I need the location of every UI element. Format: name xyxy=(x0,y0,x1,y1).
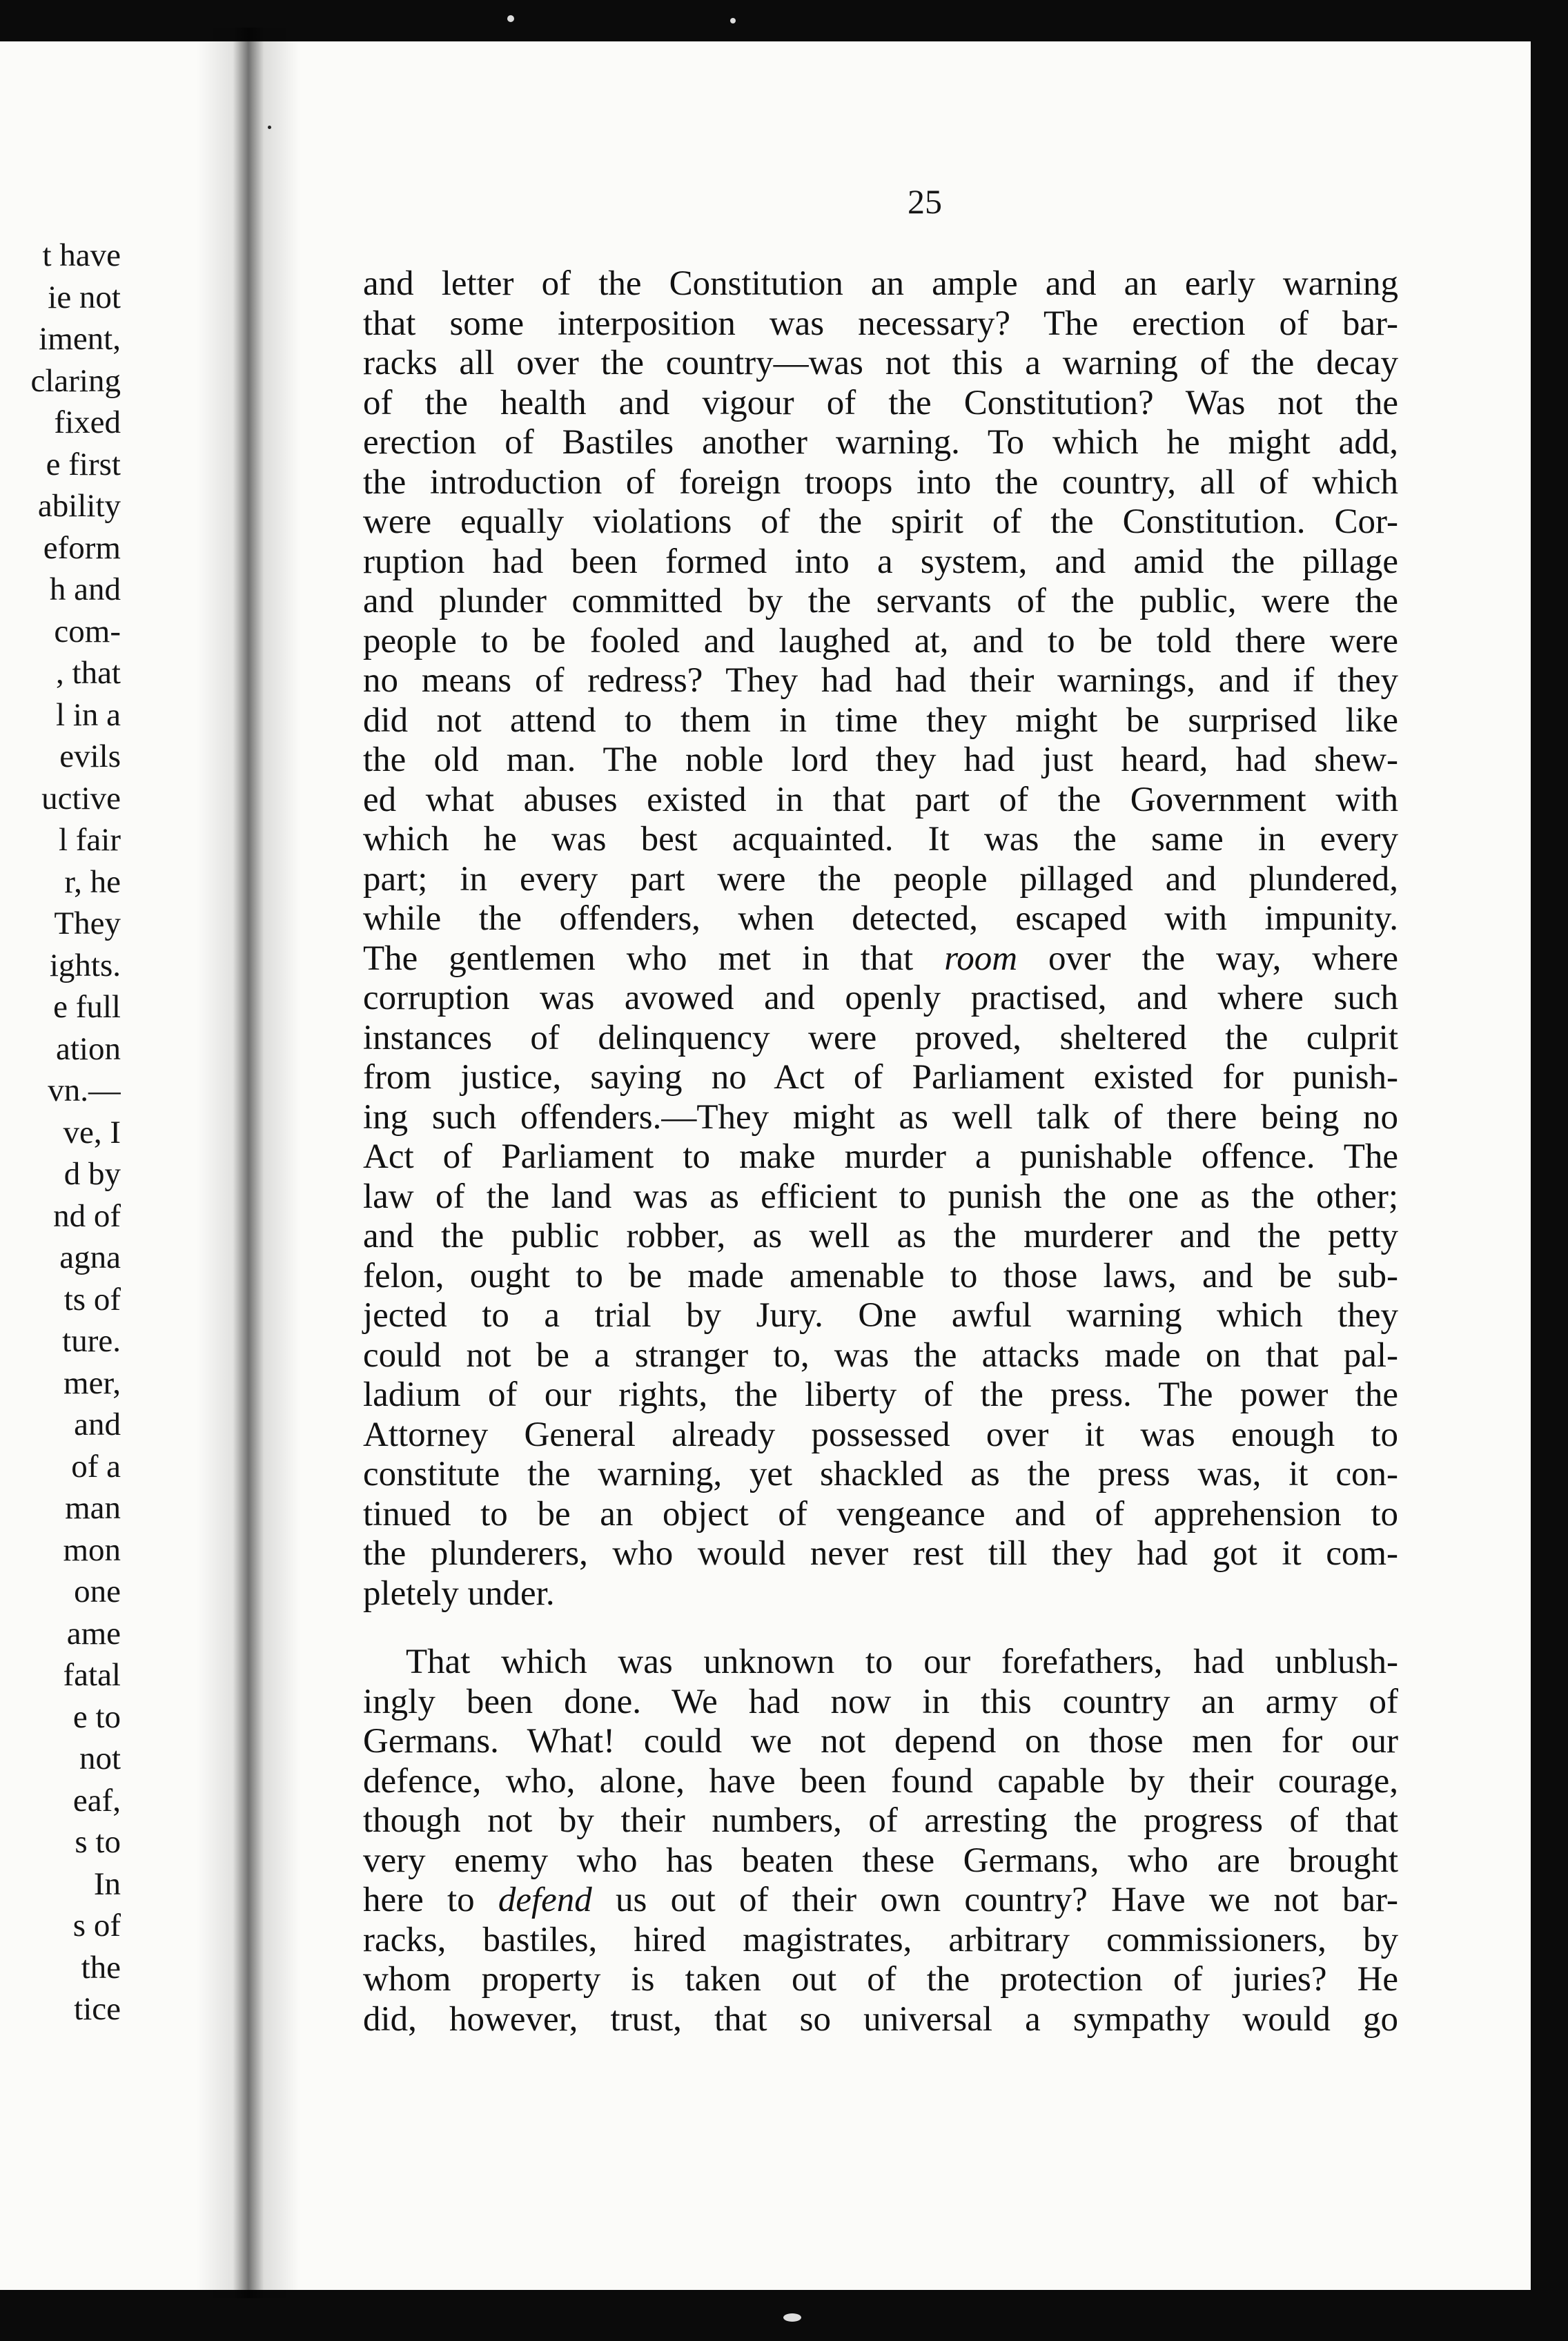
text-line: no means of redress? They had had their warnings, and if they xyxy=(363,661,1398,700)
text-line: erection of Bastiles another warning. To which he might add, xyxy=(363,423,1398,462)
facing-page-fragments xyxy=(0,235,121,2030)
scan-border-right xyxy=(1531,0,1568,2341)
text-line: constitute the warning, yet shackled as the press was, it con- xyxy=(363,1455,1398,1493)
text-line: pletely under. xyxy=(363,1574,555,1613)
facing-line: iment, xyxy=(39,321,121,357)
facing-line: ie not xyxy=(48,279,121,315)
facing-line: ability xyxy=(37,488,121,524)
text-line: ed what abuses existed in that part of the Government with xyxy=(363,780,1398,819)
facing-line: s of xyxy=(72,1908,121,1943)
text-line: Germans. What! could we not depend on those men for our xyxy=(363,1722,1398,1761)
facing-line: eform xyxy=(43,529,121,566)
text-line: that some interposition was necessary? The erection of bar- xyxy=(363,304,1398,343)
facing-line: of a xyxy=(71,1448,121,1485)
book-gutter-shadow xyxy=(197,28,300,2298)
text-line: tinued to be an object of vengeance and of apprehension to xyxy=(363,1494,1398,1534)
facing-line: r, he xyxy=(64,863,121,900)
text-line: and letter of the Constitution an ample and an early warning xyxy=(363,264,1398,303)
text-line: very enemy who has beaten these Germans, who are brought xyxy=(363,1841,1398,1880)
text-line: were equally violations of the spirit of the Constitution. Cor- xyxy=(363,502,1398,541)
italic-word: defend xyxy=(498,1881,592,1919)
facing-line: They xyxy=(54,905,121,941)
text-line: racks all over the country—was not this a warning of the decay xyxy=(363,344,1398,382)
facing-line: fixed xyxy=(54,404,121,440)
text-line: people to be fooled and laughed at, and to be told there were xyxy=(363,621,1398,660)
text-line: defence, who, alone, have been found capable by their courage, xyxy=(363,1761,1398,1801)
facing-line: the xyxy=(81,1949,121,1986)
facing-line: agna xyxy=(59,1240,121,1275)
facing-line: ights. xyxy=(49,947,121,983)
text-line: That which was unknown to our forefathers, had unblush- xyxy=(406,1643,1398,1681)
text-line: felon, ought to be made amenable to those laws, and be sub- xyxy=(363,1256,1398,1295)
italic-word: room xyxy=(944,939,1018,978)
facing-line: ture. xyxy=(62,1323,121,1359)
facing-line: uctive xyxy=(41,780,121,816)
facing-line: tice xyxy=(74,1991,121,2027)
text-line xyxy=(363,1881,1398,1921)
facing-line: ation xyxy=(56,1030,121,1067)
facing-line: ts of xyxy=(63,1281,121,1318)
facing-line: man xyxy=(65,1490,121,1526)
text-line: the introduction of foreign troops into the country, all of which xyxy=(363,462,1398,502)
text-line: jected to a trial by Jury. One awful warning which they xyxy=(363,1296,1398,1335)
facing-line: evils xyxy=(59,738,121,774)
facing-line: mon xyxy=(63,1531,121,1568)
body-text xyxy=(363,264,1398,2039)
text-line: could not be a stranger to, was the attacks made on that pal- xyxy=(363,1335,1398,1375)
facing-line: e full xyxy=(53,989,121,1025)
facing-line: e to xyxy=(72,1698,121,1735)
facing-line: , that xyxy=(56,655,121,691)
facing-line: l fair xyxy=(58,822,121,858)
facing-line: com- xyxy=(54,613,121,649)
facing-line: fatal xyxy=(63,1657,121,1693)
page-number: 25 xyxy=(908,182,942,221)
text-line: Attorney General already possessed over it was enough to xyxy=(363,1415,1398,1454)
dust-speck xyxy=(507,15,514,22)
paragraph-gap xyxy=(363,1614,1398,1643)
text-line: ladium of our rights, the liberty of the press. The power the xyxy=(363,1375,1398,1414)
text-line: Act of Parliament to make murder a punishable offence. The xyxy=(363,1137,1398,1176)
text-segment: over the way, where xyxy=(1048,939,1399,978)
facing-line: s to xyxy=(75,1824,121,1860)
text-line: instances of delinquency were proved, sheltered the culprit xyxy=(363,1018,1398,1057)
facing-line: ve, I xyxy=(63,1114,121,1150)
dust-speck xyxy=(730,18,736,23)
facing-line: mer, xyxy=(63,1364,121,1401)
text-line: part; in every part were the people pillaged and plundered, xyxy=(363,859,1398,899)
text-line: and the public robber, as well as the murderer and the petty xyxy=(363,1217,1398,1255)
facing-line: one xyxy=(74,1574,121,1609)
text-line: and plunder committed by the servants of the public, were the xyxy=(363,582,1398,620)
facing-line: not xyxy=(79,1741,121,1776)
facing-line: claring xyxy=(30,362,121,399)
facing-line: nd of xyxy=(53,1197,121,1234)
text-line: while the offenders, when detected, escaped with impunity. xyxy=(363,899,1398,938)
text-line: racks, bastiles, hired magistrates, arbitrary commissioners, by xyxy=(363,1920,1398,1959)
facing-line: l in a xyxy=(56,696,121,733)
text-line xyxy=(363,939,1398,979)
text-line: the plunderers, who would never rest till they had got it com- xyxy=(363,1534,1398,1573)
facing-line: In xyxy=(93,1865,121,1902)
text-line: the old man. The noble lord they had just heard, had shew- xyxy=(363,741,1398,779)
text-line: which he was best acquainted. It was the same in every xyxy=(363,820,1398,859)
text-line: ruption had been formed into a system, and amid the pillage xyxy=(363,542,1398,581)
text-segment: The gentlemen who met in that xyxy=(363,939,914,978)
facing-line: e first xyxy=(46,446,121,482)
text-line: corruption was avowed and openly practised, and where such xyxy=(363,979,1398,1017)
facing-line: d by xyxy=(63,1156,121,1192)
facing-line: eaf, xyxy=(72,1782,121,1819)
facing-line: ame xyxy=(66,1615,121,1652)
text-line: ing such offenders.—They might as well talk of there being no xyxy=(363,1097,1398,1137)
text-line: did, however, trust, that so universal a sympathy would go xyxy=(363,1999,1398,2039)
text-line: from justice, saying no Act of Parliament existed for punish- xyxy=(363,1058,1398,1097)
facing-line: vn.— xyxy=(48,1072,121,1108)
facing-line: h and xyxy=(49,571,121,607)
text-line: law of the land was as efficient to punish the one as the other; xyxy=(363,1177,1398,1216)
text-line: did not attend to them in time they might be surprised like xyxy=(363,701,1398,740)
facing-line: and xyxy=(74,1407,121,1442)
text-line: though not by their numbers, of arresting the progress of that xyxy=(363,1801,1398,1840)
text-segment: us out of their own country? Have we not bar- xyxy=(616,1881,1398,1919)
dust-speck xyxy=(783,2313,801,2322)
text-line: whom property is taken out of the protection of juries? He xyxy=(363,1960,1398,1999)
dust-speck xyxy=(268,126,271,129)
text-line: of the health and vigour of the Constitution? Was not the xyxy=(363,383,1398,422)
text-line: ingly been done. We had now in this country an army of xyxy=(363,1682,1398,1721)
text-segment: here to xyxy=(363,1881,475,1919)
facing-line: t have xyxy=(42,237,121,273)
